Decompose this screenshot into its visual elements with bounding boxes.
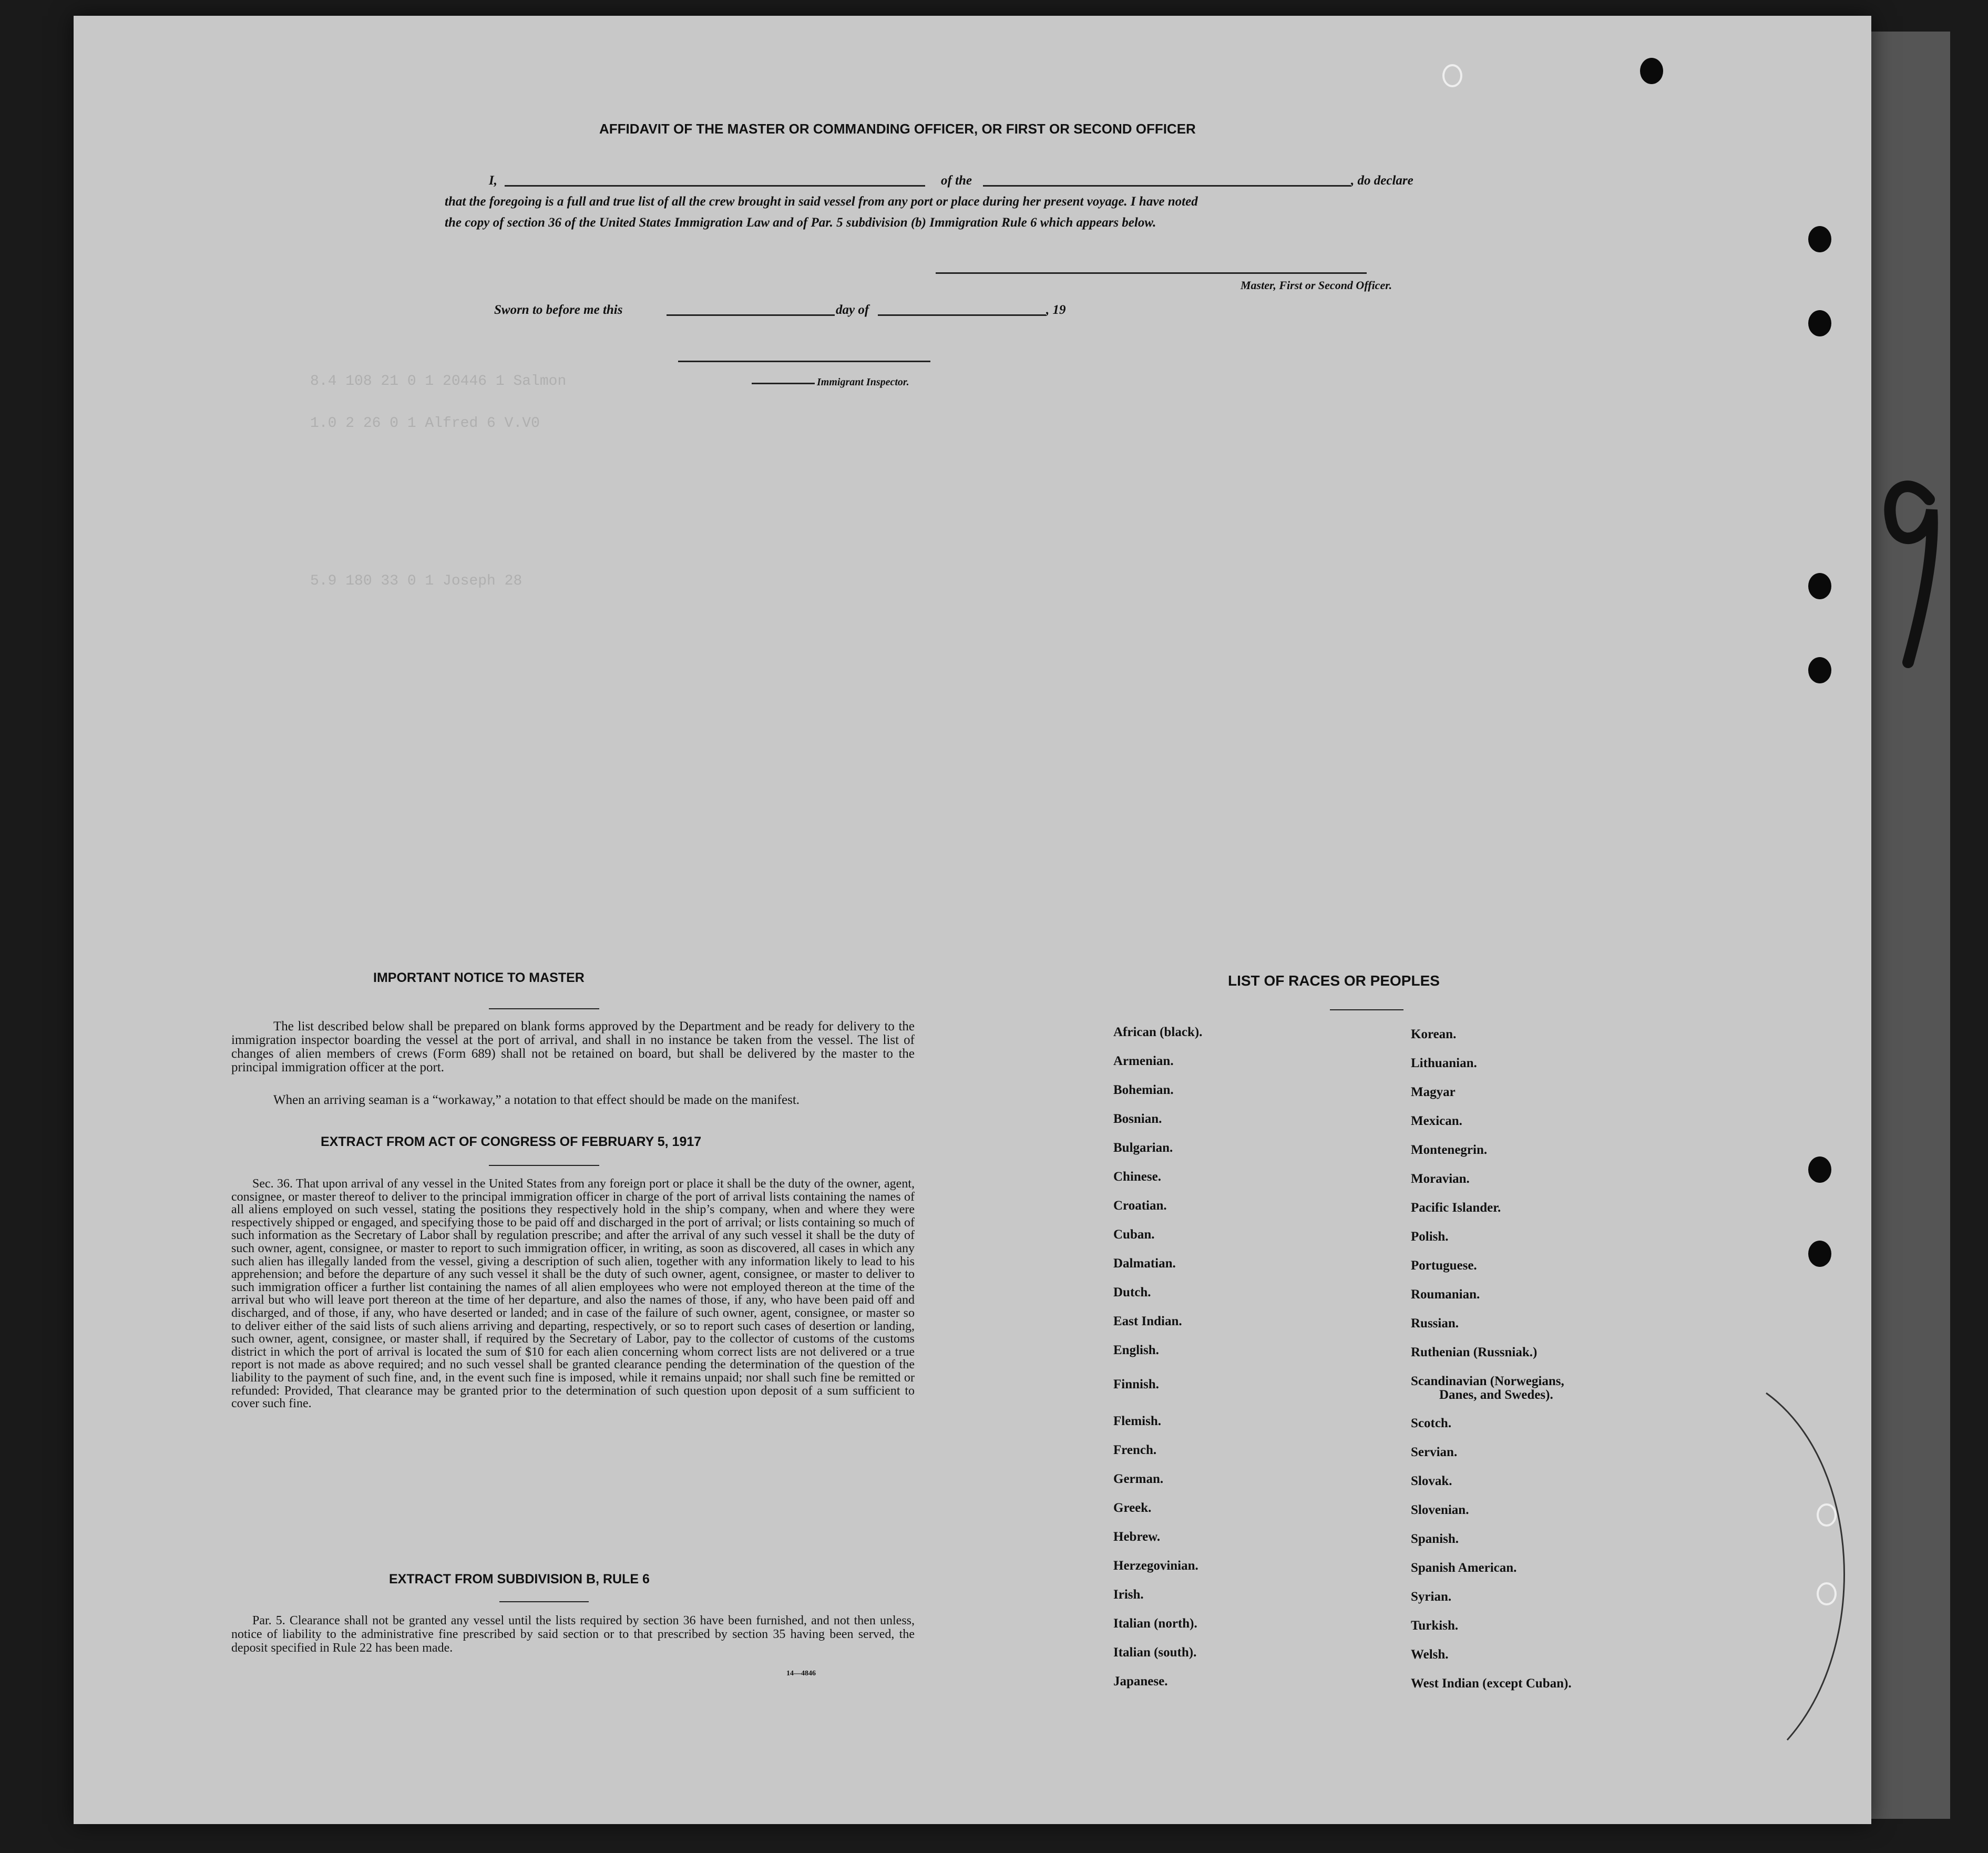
race-item: Montenegrin. bbox=[1411, 1143, 1488, 1157]
inspector-label: Immigrant Inspector. bbox=[817, 376, 909, 388]
race-item: Japanese. bbox=[1113, 1674, 1168, 1688]
day-of-label: day of bbox=[836, 303, 869, 317]
affidavit-declare: , do declare bbox=[1351, 173, 1413, 188]
divider bbox=[489, 1165, 599, 1166]
race-item: Welsh. bbox=[1411, 1647, 1449, 1662]
notice-title: IMPORTANT NOTICE TO MASTER bbox=[373, 970, 585, 985]
race-item: Spanish. bbox=[1411, 1532, 1459, 1546]
year-label: , 19 bbox=[1046, 303, 1066, 317]
binder-hole bbox=[1808, 657, 1831, 683]
race-item: Irish. bbox=[1113, 1588, 1144, 1602]
name-blank[interactable] bbox=[505, 185, 925, 187]
binder-hole bbox=[1640, 58, 1663, 84]
race-item: Polish. bbox=[1411, 1230, 1449, 1244]
month-blank[interactable] bbox=[878, 314, 1046, 316]
inspector-signature-line[interactable] bbox=[678, 361, 930, 362]
vessel-blank[interactable] bbox=[983, 185, 1351, 187]
race-item: Herzegovinian. bbox=[1113, 1559, 1198, 1573]
race-item: Syrian. bbox=[1411, 1590, 1452, 1604]
race-item: Spanish American. bbox=[1411, 1561, 1517, 1575]
notice-paragraph-2: When an arriving seaman is a “workaway,” a notation to that effect should be made on the manifest. bbox=[273, 1093, 800, 1107]
race-item: West Indian (except Cuban). bbox=[1411, 1676, 1572, 1691]
race-item: Roumanian. bbox=[1411, 1287, 1480, 1302]
extract2-text: Par. 5. Clearance shall not be granted any vessel until the lists required by section 36 have been furnished, and not then unless, notice of liability to the administrative fine prescribed by said section or to that prescribed by section 35 having been served, the deposit specified in Rule 22 has been made. bbox=[231, 1614, 915, 1655]
race-item: Armenian. bbox=[1113, 1054, 1174, 1068]
sworn-day-blank[interactable] bbox=[667, 314, 835, 316]
bleed-through-text: 1.0 2 26 0 1 Alfred 6 V.V0 bbox=[310, 415, 540, 432]
race-item: Finnish. bbox=[1113, 1377, 1159, 1391]
race-item: French. bbox=[1113, 1443, 1157, 1457]
races-title: LIST OF RACES OR PEOPLES bbox=[1228, 972, 1440, 989]
race-item: Turkish. bbox=[1411, 1619, 1459, 1633]
race-item: Magyar bbox=[1411, 1085, 1456, 1099]
race-item: Croatian. bbox=[1113, 1199, 1167, 1213]
affidavit-title: AFFIDAVIT OF THE MASTER OR COMMANDING OFFICER, OR FIRST OR SECOND OFFICER bbox=[599, 121, 1196, 137]
affidavit-of-the: of the bbox=[941, 173, 972, 188]
handwritten-page-number bbox=[1877, 468, 1945, 678]
race-item: Russian. bbox=[1411, 1316, 1459, 1330]
document-page bbox=[74, 16, 1871, 1824]
race-item: Bohemian. bbox=[1113, 1083, 1174, 1097]
divider bbox=[1330, 1009, 1403, 1010]
race-item: Mexican. bbox=[1411, 1114, 1462, 1128]
race-item: Scandinavian (Norwegians, bbox=[1411, 1374, 1564, 1388]
page-edge bbox=[1871, 32, 1950, 1819]
race-item: Hebrew. bbox=[1113, 1530, 1161, 1544]
extract2-title: EXTRACT FROM SUBDIVISION B, RULE 6 bbox=[389, 1572, 650, 1586]
binder-hole bbox=[1808, 310, 1831, 336]
race-item: Dalmatian. bbox=[1113, 1256, 1176, 1271]
bleed-through-text: 8.4 108 21 0 1 20446 1 Salmon bbox=[310, 373, 567, 390]
affidavit-line2: that the foregoing is a full and true list of all the crew brought in said vessel from any port or place during her present voyage. I have noted bbox=[445, 194, 1198, 209]
race-item: Greek. bbox=[1113, 1501, 1152, 1515]
binder-ring bbox=[1442, 64, 1462, 87]
race-item: Ruthenian (Russniak.) bbox=[1411, 1345, 1538, 1359]
race-item: Slovak. bbox=[1411, 1474, 1452, 1488]
race-item: Cuban. bbox=[1113, 1227, 1155, 1242]
race-item: Bulgarian. bbox=[1113, 1141, 1173, 1155]
sworn-label: Sworn to before me this bbox=[494, 303, 623, 317]
race-item: Chinese. bbox=[1113, 1170, 1161, 1184]
race-item: Pacific Islander. bbox=[1411, 1201, 1501, 1215]
affidavit-i: I, bbox=[489, 173, 497, 188]
pencil-arc bbox=[1756, 1383, 1882, 1750]
notice-paragraph-1: The list described below shall be prepared on blank forms approved by the Department and be ready for delivery to the immigration inspector boarding the vessel at the port of arrival, and shall in no instance be taken from the vessel. The list of changes of alien members of crews (Form 689) shall not be retained on board, but shall be delivered by the master to the principal immigration officer at the port. bbox=[231, 1019, 915, 1074]
race-item: Bosnian. bbox=[1113, 1112, 1162, 1126]
extract1-text: Sec. 36. That upon arrival of any vessel in the United States from any foreign port or place it shall be the duty of the owner, agent, consignee, or master thereof to deliver to the principal immigration officer in charge of the port of arrival lists containing the names of all aliens employed on such vessel, stating the positions they respectively hold in the ship’s company, when and where they were respectively shipped or engaged, and specifying those to be paid off and discharged in the port of arrival; or lists containing so much of such information as the Secretary of Labor shall by regulation prescribe; and after the arrival of any such vessel it shall be the duty of such owner, agent, consignee, or master to report to such immigration officer, in writing, as soon as discovered, all cases in which any such alien has illegally landed from the vessel, giving a description of such alien, together with any information likely to lead to his apprehension; and before the departure of any such vessel it shall be the duty of such owner, agent, consignee, or master to deliver to such immigration officer a further list containing the names of all alien employees who were not employed thereon at the time of the arrival but who will leave port thereon at the time of her departure, and also the names of those, if any, who have been paid off and discharged, and of those, if any, who have deserted or landed; and in case of the failure of such owner, agent, consignee, or master so to deliver either of the said lists of such aliens arriving and departing, respectively, or so to report such cases of desertion or landing, such owner, agent, consignee, or master shall, if required by the Secretary of Labor, pay to the collector of customs of the customs district in which the port of arrival is located the sum of $10 for each alien concerning whom correct lists are not delivered or a true report is not made as above required; and no such vessel shall be granted clearance pending the determination of the question of the liability to the payment of such fine, and, in the event such fine is imposed, while it remains unpaid; nor shall such fine be remitted or refunded: Provided, That clearance may be granted prior to the determination of such question upon deposit of a sum sufficient to cover such fine. bbox=[231, 1177, 915, 1411]
form-number: 14—4846 bbox=[786, 1670, 816, 1677]
bleed-through-text: 5.9 180 33 0 1 Joseph 28 bbox=[310, 573, 522, 589]
divider bbox=[489, 1008, 599, 1009]
race-item: German. bbox=[1113, 1472, 1164, 1486]
signature-label: Master, First or Second Officer. bbox=[1241, 279, 1392, 292]
divider bbox=[499, 1601, 589, 1602]
race-item: Portuguese. bbox=[1411, 1258, 1477, 1273]
race-item: Servian. bbox=[1411, 1445, 1458, 1459]
signature-line[interactable] bbox=[936, 272, 1367, 274]
inspector-underline bbox=[752, 383, 815, 384]
race-item-continued: Danes, and Swedes). bbox=[1439, 1388, 1553, 1402]
race-item: Slovenian. bbox=[1411, 1503, 1469, 1517]
race-item: Italian (north). bbox=[1113, 1616, 1197, 1631]
race-item: Flemish. bbox=[1113, 1414, 1161, 1428]
race-item: African (black). bbox=[1113, 1025, 1203, 1039]
affidavit-line3: the copy of section 36 of the United States Immigration Law and of Par. 5 subdivision (b) Immigration Rule 6 which appears below. bbox=[445, 216, 1156, 230]
extract1-title: EXTRACT FROM ACT OF CONGRESS OF FEBRUARY 5, 1917 bbox=[321, 1134, 702, 1149]
race-item: Dutch. bbox=[1113, 1285, 1151, 1299]
race-item: Korean. bbox=[1411, 1027, 1457, 1041]
binder-hole bbox=[1808, 226, 1831, 252]
race-item: Moravian. bbox=[1411, 1172, 1470, 1186]
race-item: Lithuanian. bbox=[1411, 1056, 1477, 1070]
binder-hole bbox=[1808, 1241, 1831, 1267]
race-item: Italian (south). bbox=[1113, 1645, 1197, 1660]
binder-hole bbox=[1808, 1156, 1831, 1183]
race-item: Scotch. bbox=[1411, 1416, 1452, 1430]
binder-hole bbox=[1808, 573, 1831, 599]
race-item: English. bbox=[1113, 1343, 1159, 1357]
race-item: East Indian. bbox=[1113, 1314, 1182, 1328]
